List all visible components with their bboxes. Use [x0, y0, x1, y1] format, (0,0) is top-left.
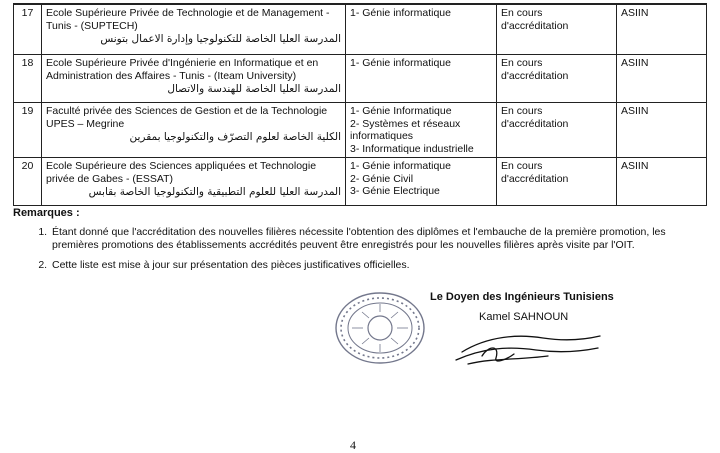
establishment-cell — [42, 5, 346, 55]
remarks-list — [34, 226, 680, 280]
establishment-cell — [42, 55, 346, 103]
specialty-item: 3- Informatique industrielle — [350, 142, 474, 155]
page-number: 4 — [350, 438, 356, 452]
establishment-name-fr: Ecole Supérieure Privée d'Ingénierie en Informatique et en Administration des Affaires - Tunis - (Iteam University) — [46, 57, 319, 82]
status-cell — [497, 55, 617, 103]
row-number: 20 — [14, 158, 42, 206]
specialties-cell — [346, 103, 497, 158]
status-cell — [497, 158, 617, 206]
establishment-name-fr: Ecole Supérieure des Sciences appliquées et Technologie privée de Gabes - (ESSAT) — [46, 160, 317, 185]
status-cell — [497, 5, 617, 55]
status-cell — [497, 103, 617, 158]
specialty-item: 2- Systèmes et réseaux informatiques — [350, 117, 461, 142]
accreditation-cell: ASIIN — [617, 158, 707, 206]
row-number: 18 — [14, 55, 42, 103]
specialty-item: 3- Génie Electrique — [350, 185, 440, 197]
status-line: d'accréditation — [501, 69, 569, 82]
establishment-name-fr: Faculté privée des Sciences de Gestion et de la Technologie UPES – Megrine — [46, 105, 328, 130]
status-line: En cours — [501, 7, 543, 19]
remark-item: 1. Étant donné que l'accréditation des nouvelles filières nécessite l'obtention des diplômes et l'embauche de la première promotion, les premières promotions des établissements accrédités peuvent être enregistrés pour les nouvelles filières après visite par l'OIT. — [50, 226, 680, 251]
specialty-item: 1- Génie informatique — [350, 160, 451, 172]
row-number: 19 — [14, 103, 42, 158]
accreditation-cell: ASIIN — [617, 103, 707, 158]
official-seal-stamp — [332, 290, 428, 366]
establishment-name-ar: المدرسة العليا الخاصة للهندسة والاتصال — [167, 83, 341, 95]
establishment-cell — [42, 103, 346, 158]
row-number: 17 — [14, 5, 42, 55]
establishment-name-ar: المدرسة العليا الخاصة للتكنولوجيا وإدارة الاعمال بتونس — [100, 33, 341, 45]
remark-item: 2. Cette liste est mise à jour sur présentation des pièces justificatives officielles. — [50, 259, 680, 272]
establishment-cell — [42, 158, 346, 206]
table-row — [14, 5, 707, 55]
accreditation-cell: ASIIN — [617, 55, 707, 103]
accreditation-cell: ASIIN — [617, 5, 707, 55]
status-line: d'accréditation — [501, 19, 569, 32]
establishment-name-ar: المدرسة العليا للعلوم التطبيقية والتكنولوجيا الخاصة بقابس — [88, 186, 341, 198]
specialties-cell — [346, 158, 497, 206]
establishment-name-fr: Ecole Supérieure Privée de Technologie et de Management - Tunis - (SUPTECH) — [46, 7, 330, 32]
table-row — [14, 103, 707, 158]
signatory-name: Kamel SAHNOUN — [479, 311, 569, 323]
status-line: d'accréditation — [501, 117, 569, 130]
table-row — [14, 55, 707, 103]
status-line: En cours — [501, 57, 543, 69]
specialties-cell — [346, 5, 497, 55]
status-line: En cours — [501, 160, 543, 172]
accreditation-table — [13, 3, 707, 206]
specialty-item: 2- Génie Civil — [350, 172, 414, 185]
specialty-item: 1- Génie informatique — [350, 57, 451, 69]
signatory-title: Le Doyen des Ingénieurs Tunisiens — [430, 291, 614, 303]
table-row — [14, 158, 707, 206]
specialties-cell — [346, 55, 497, 103]
specialty-item: 1- Génie Informatique — [350, 105, 452, 117]
establishment-name-ar: الكلية الخاصة لعلوم التصرّف والتكنولوجيا بمقرين — [129, 131, 341, 143]
status-line: d'accréditation — [501, 172, 569, 185]
specialty-item: 1- Génie informatique — [350, 7, 451, 19]
handwritten-signature — [448, 330, 608, 372]
remarks-title: Remarques : — [13, 207, 80, 219]
status-line: En cours — [501, 105, 543, 117]
